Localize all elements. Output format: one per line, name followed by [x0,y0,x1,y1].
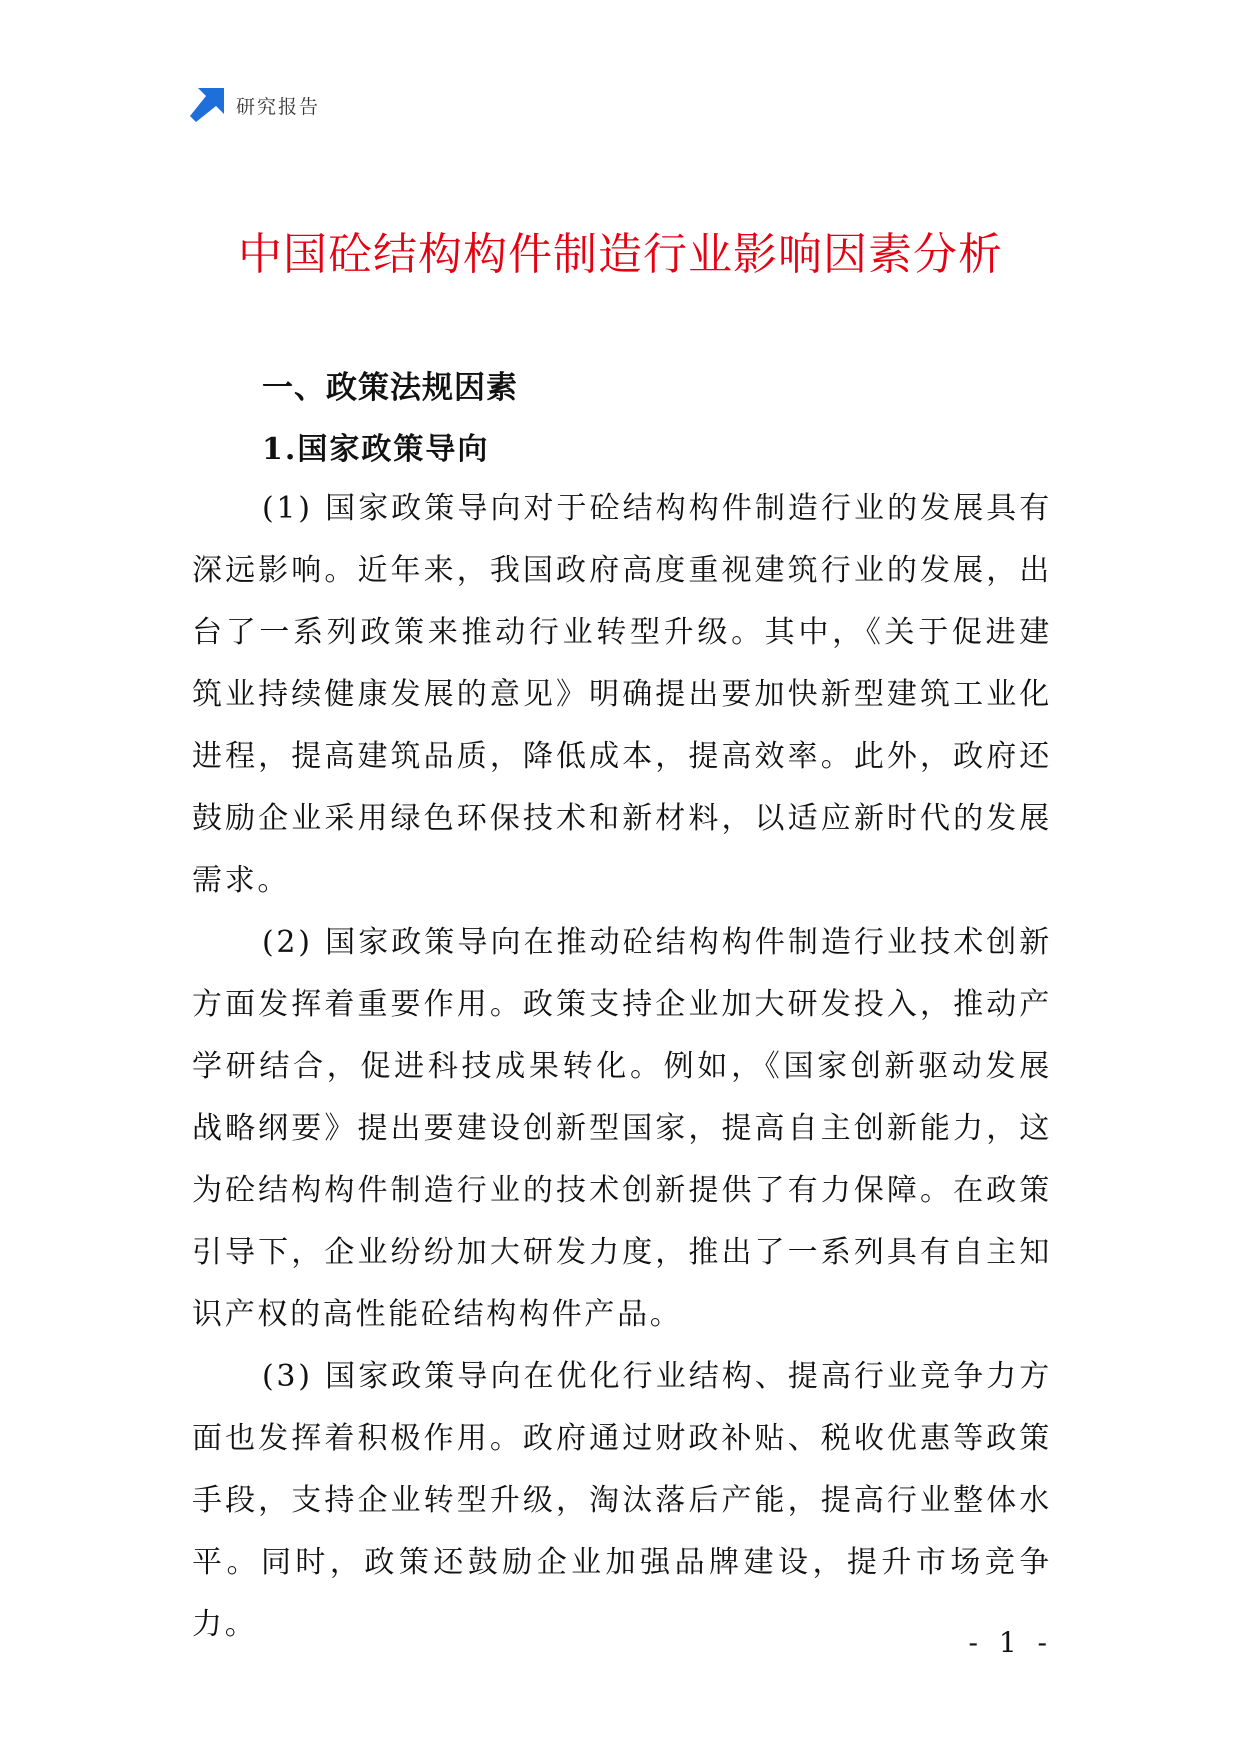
arrow-up-right-icon [190,88,224,122]
body-text [192,478,1052,1656]
paragraph-2: (2) 国家政策导向在推动砼结构构件制造行业技术创新方面发挥着重要作用。政策支持企业加大研发投入，推动产学研结合，促进科技成果转化。例如，《国家创新驱动发展战略纲要》提出要建设创新型国家，提高自主创新能力，这为砼结构构件制造行业的技术创新提供了有力保障。在政策引导下，企业纷纷加大研发力度，推出了一系列具有自主知识产权的高性能砼结构构件产品。 [192,925,1052,1332]
page-number: - 1 - [968,1626,1053,1659]
subsection-heading: 1.国家政策导向 [262,432,490,467]
header-label: 研究报告 [236,95,321,118]
paragraph-1: (1) 国家政策导向对于砼结构构件制造行业的发展具有深远影响。近年来，我国政府高度重视建筑行业的发展，出台了一系列政策来推动行业转型升级。其中，《关于促进建筑业持续健康发展的意见》明确提出要加快新型建筑工业化进程，提高建筑品质，降低成本，提高效率。此外，政府还鼓励企业采用绿色环保技术和新材料，以适应新时代的发展需求。 [192,491,1052,898]
report-header [190,88,320,122]
document-title: 中国砼结构构件制造行业影响因素分析 [238,229,1003,280]
section-heading: 一、政策法规因素 [262,370,518,406]
paragraph-3: (3) 国家政策导向在优化行业结构、提高行业竞争力方面也发挥着积极作用。政府通过财政补贴、税收优惠等政策手段，支持企业转型升级，淘汰落后产能，提高行业整体水平。同时，政策还鼓励企业加强品牌建设，提升市场竞争力。 [192,1359,1052,1642]
